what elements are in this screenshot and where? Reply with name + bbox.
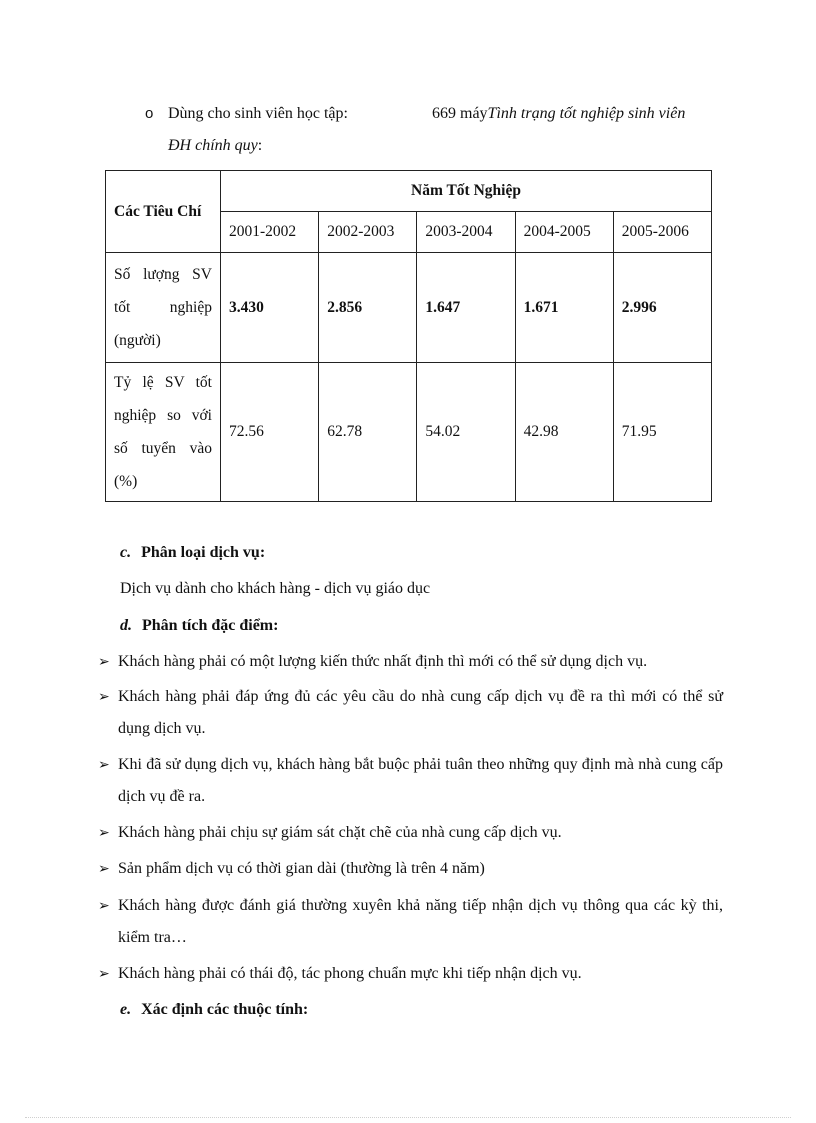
criteria-header: Các Tiêu Chí xyxy=(106,171,221,253)
row-label: Tỷ lệ SV tốt nghiệp so với số tuyển vào (%) xyxy=(106,363,221,502)
section-c-label: c. xyxy=(120,544,132,561)
year-group-header: Năm Tốt Nghiệp xyxy=(221,171,712,212)
arrow-bullet-icon: ➢ xyxy=(98,825,110,841)
table-cell: 2.856 xyxy=(319,253,417,363)
section-c-title: Phân loại dịch vụ: xyxy=(141,544,266,561)
table-title-suffix: : xyxy=(257,137,263,154)
list-item-text: Khi đã sử dụng dịch vụ, khách hàng bắt buộc phải tuân theo những quy định mà nhà cung cấp dịch vụ đề ra. xyxy=(118,756,723,805)
arrow-bullet-icon: ➢ xyxy=(98,654,110,670)
table-row xyxy=(106,363,712,502)
section-e-title: Xác định các thuộc tính: xyxy=(141,1001,309,1018)
table-title-part1: Tình trạng tốt nghiệp sinh viên xyxy=(487,105,686,122)
list-item xyxy=(98,958,723,990)
section-e-label: e. xyxy=(120,1001,132,1018)
list-item-text: Khách hàng phải có thái độ, tác phong chuẩn mực khi tiếp nhận dịch vụ. xyxy=(118,965,582,982)
year-header: 2001-2002 xyxy=(221,212,319,253)
year-header: 2005-2006 xyxy=(613,212,711,253)
list-item xyxy=(98,817,723,849)
arrow-bullet-icon: ➢ xyxy=(98,757,110,773)
table-title-part2: ĐH chính quy xyxy=(168,137,258,154)
list-item xyxy=(98,749,723,813)
usage-label: Dùng cho sinh viên học tập: xyxy=(168,105,348,122)
list-item-text: Khách hàng được đánh giá thường xuyên khả năng tiếp nhận dịch vụ thông qua các kỳ thi, kiểm tra… xyxy=(118,897,723,946)
table-cell: 3.430 xyxy=(221,253,319,363)
table-row xyxy=(106,253,712,363)
list-item-text: Khách hàng phải có một lượng kiến thức nhất định thì mới có thể sử dụng dịch vụ. xyxy=(118,653,648,670)
list-item xyxy=(98,681,723,745)
arrow-bullet-icon: ➢ xyxy=(98,861,110,877)
table-cell: 2.996 xyxy=(613,253,711,363)
section-d-label: d. xyxy=(120,617,132,634)
table-header-row xyxy=(106,171,712,212)
list-item xyxy=(98,890,723,954)
arrow-bullet-icon: ➢ xyxy=(98,689,110,705)
machine-count: 669 máy xyxy=(432,105,488,122)
section-c-heading xyxy=(120,544,265,562)
list-item-text: Khách hàng phải đáp ứng đủ các yêu cầu do nhà cung cấp dịch vụ đề ra thì mới có thể sử dụng dịch vụ. xyxy=(118,688,723,737)
table-cell: 1.647 xyxy=(417,253,515,363)
table-cell: 71.95 xyxy=(613,363,711,502)
year-header: 2002-2003 xyxy=(319,212,417,253)
hollow-bullet-icon: o xyxy=(145,105,154,122)
list-item-text: Khách hàng phải chịu sự giám sát chặt chẽ của nhà cung cấp dịch vụ. xyxy=(118,824,562,841)
table-cell: 1.671 xyxy=(515,253,613,363)
section-d-heading xyxy=(120,617,278,635)
graduation-table xyxy=(105,170,712,502)
section-c-body: Dịch vụ dành cho khách hàng - dịch vụ giáo dục xyxy=(120,580,431,597)
year-header: 2003-2004 xyxy=(417,212,515,253)
section-e-heading xyxy=(120,1001,308,1019)
list-item-text: Sản phẩm dịch vụ có thời gian dài (thường là trên 4 năm) xyxy=(118,860,485,877)
row-label: Số lượng SV tốt nghiệp (người) xyxy=(106,253,221,363)
table-cell: 54.02 xyxy=(417,363,515,502)
list-item xyxy=(98,853,723,885)
table-cell: 62.78 xyxy=(319,363,417,502)
table-cell: 72.56 xyxy=(221,363,319,502)
year-header: 2004-2005 xyxy=(515,212,613,253)
arrow-bullet-icon: ➢ xyxy=(98,966,110,982)
footer-divider xyxy=(25,1117,791,1118)
table-cell: 42.98 xyxy=(515,363,613,502)
arrow-bullet-icon: ➢ xyxy=(98,898,110,914)
section-d-title: Phân tích đặc điểm: xyxy=(142,617,279,634)
list-item xyxy=(98,646,723,678)
